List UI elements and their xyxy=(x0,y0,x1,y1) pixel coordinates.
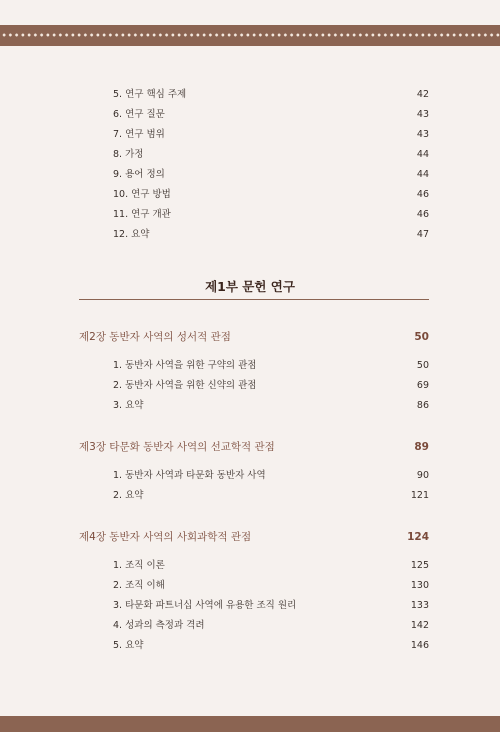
toc-entry[interactable] xyxy=(113,227,429,243)
toc-entry-label: 3. 요약 xyxy=(113,400,144,411)
toc-entry-page: 43 xyxy=(416,129,429,140)
chapter-title: 제4장 동반자 사역의 사회과학적 관점 xyxy=(79,531,252,543)
top-decorative-band xyxy=(0,25,500,46)
toc-entry-label: 1. 조직 이론 xyxy=(113,560,165,571)
toc-entry-label: 2. 요약 xyxy=(113,490,144,501)
chapter-page: 124 xyxy=(407,531,429,543)
toc-entry-page: 146 xyxy=(410,640,429,651)
toc-entry-label: 5. 요약 xyxy=(113,640,144,651)
toc-entry-label: 11. 연구 개관 xyxy=(113,209,171,220)
toc-entry[interactable] xyxy=(113,187,429,203)
toc-entry[interactable] xyxy=(113,398,429,414)
toc-entry-page: 50 xyxy=(416,360,429,371)
chapter-heading[interactable] xyxy=(79,438,429,456)
chapter-heading[interactable] xyxy=(79,328,429,346)
chapter-title: 제3장 타문화 동반자 사역의 선교학적 관점 xyxy=(79,441,275,453)
toc-entry[interactable] xyxy=(113,558,429,574)
chapter-page: 50 xyxy=(414,331,429,343)
toc-entry-label: 8. 가정 xyxy=(113,149,144,160)
toc-entry-page: 142 xyxy=(410,620,429,631)
toc-entry-page: 42 xyxy=(416,89,429,100)
toc-entry-label: 5. 연구 핵심 주제 xyxy=(113,89,187,100)
toc-entry[interactable] xyxy=(113,167,429,183)
toc-entry-label: 6. 연구 질문 xyxy=(113,109,165,120)
toc-entry-label: 12. 요약 xyxy=(113,229,150,240)
toc-entry[interactable] xyxy=(113,638,429,654)
toc-entry-page: 43 xyxy=(416,109,429,120)
toc-entry[interactable] xyxy=(113,207,429,223)
toc-entry-label: 7. 연구 범위 xyxy=(113,129,165,140)
toc-entry-page: 86 xyxy=(416,400,429,411)
part-title: 제1부 문헌 연구 xyxy=(205,279,295,294)
dotted-border xyxy=(0,32,500,38)
toc-entry[interactable] xyxy=(113,618,429,634)
toc-entry[interactable] xyxy=(113,488,429,504)
toc-entry-page: 133 xyxy=(410,600,429,611)
toc-entry-page: 46 xyxy=(416,209,429,220)
toc-entry[interactable] xyxy=(113,468,429,484)
toc-entry[interactable] xyxy=(113,578,429,594)
toc-entry-label: 9. 용어 정의 xyxy=(113,169,165,180)
toc-entry-label: 4. 성과의 측정과 격려 xyxy=(113,620,205,631)
toc-entry[interactable] xyxy=(113,598,429,614)
toc-entry-label: 1. 동반자 사역과 타문화 동반자 사역 xyxy=(113,470,266,481)
toc-entry-label: 3. 타문화 파트너십 사역에 유용한 조직 원리 xyxy=(113,600,297,611)
toc-entry-page: 47 xyxy=(416,229,429,240)
bottom-decorative-band xyxy=(0,716,500,732)
toc-entry-label: 1. 동반자 사역을 위한 구약의 관점 xyxy=(113,360,257,371)
toc-entry-page: 130 xyxy=(410,580,429,591)
toc-entry[interactable] xyxy=(113,147,429,163)
toc-entry[interactable] xyxy=(113,358,429,374)
toc-entry[interactable] xyxy=(113,378,429,394)
chapter-title: 제2장 동반자 사역의 성서적 관점 xyxy=(79,331,231,343)
chapter-heading[interactable] xyxy=(79,528,429,546)
toc-entry-page: 44 xyxy=(416,149,429,160)
toc-entry-page: 69 xyxy=(416,380,429,391)
toc-entry-page: 46 xyxy=(416,189,429,200)
toc-entry-label: 2. 조직 이해 xyxy=(113,580,165,591)
toc-entry-label: 10. 연구 방법 xyxy=(113,189,171,200)
toc-entry[interactable] xyxy=(113,107,429,123)
toc-entry-page: 125 xyxy=(410,560,429,571)
toc-entry[interactable] xyxy=(113,127,429,143)
toc-entry-page: 44 xyxy=(416,169,429,180)
part-divider xyxy=(79,299,429,300)
chapter-page: 89 xyxy=(414,441,429,453)
toc-entry-page: 121 xyxy=(410,490,429,501)
toc-entry[interactable] xyxy=(113,87,429,103)
toc-entry-label: 2. 동반자 사역을 위한 신약의 관점 xyxy=(113,380,257,391)
toc-entry-page: 90 xyxy=(416,470,429,481)
